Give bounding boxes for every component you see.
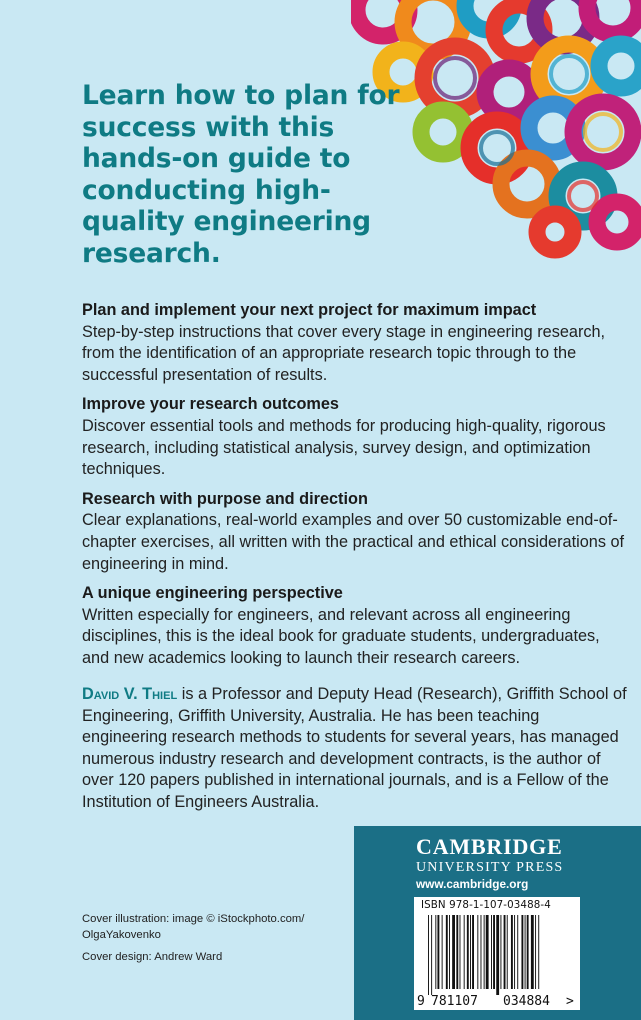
barcode-bar (521, 915, 523, 989)
author-bio (82, 684, 627, 814)
illustration-credit: Cover illustration: image © iStockphoto.com/ OlgaYakovenko (82, 913, 305, 941)
feature-text: Clear explanations, real-world examples and over 50 customizable end-of-chapter exercises, all written with the practical and ethical considerations of engineering in mind. (82, 511, 625, 573)
barcode-bar (452, 915, 455, 989)
publisher-url: www.cambridge.org (416, 877, 529, 891)
barcode-bar (437, 915, 439, 989)
barcode-bar (514, 915, 515, 989)
author-name: David V. Thiel (82, 685, 178, 703)
barcode-bar (500, 915, 501, 989)
barcode-bar (431, 915, 432, 995)
barcode-bar (486, 915, 489, 989)
isbn-label: ISBN 978-1-107-03488-4 (421, 899, 551, 911)
feature-heading: Plan and implement your next project for maximum impact (82, 301, 537, 319)
barcode-bar (496, 915, 499, 995)
barcode-bar (507, 915, 508, 989)
barcode-bar (472, 915, 474, 989)
barcode-bar (527, 915, 529, 989)
author-bio-text: is a Professor and Deputy Head (Research), Griffith School of Engineering, Griffith University, Australia. He has been teaching engineering research methods to students for several years, has managed numerous industry research and development contracts, is the author of over 120 papers published in international journals, and is a Fellow of the Institution of Engineers Australia. (82, 685, 627, 811)
feature-text: Discover essential tools and methods for producing high-quality, rigorous research, including statistical analysis, survey design, and optimization techniques. (82, 416, 606, 479)
publisher-panel (354, 826, 641, 1020)
barcode-bar (467, 915, 469, 989)
feature-text: Written especially for engineers, and relevant across all engineering disciplines, this is the ideal book for graduate students, undergraduates, and new academics looking to launch their research careers. (82, 605, 600, 667)
feature-item (82, 489, 627, 575)
barcode-bar (538, 915, 539, 989)
isbn-digits-left: 781107 (431, 994, 478, 1009)
isbn-marker: > (566, 994, 574, 1009)
barcode-bar (477, 915, 478, 989)
barcode-bar (511, 915, 513, 989)
barcode-bar (449, 915, 450, 989)
barcode-bar (484, 915, 485, 989)
barcode-bar (435, 915, 436, 989)
isbn-digit-lead: 9 (417, 994, 425, 1009)
barcode-bar (531, 915, 534, 989)
barcode-bar (460, 915, 461, 989)
barcode-bar (464, 915, 465, 989)
feature-heading: Improve your research outcomes (82, 395, 339, 414)
feature-item (82, 583, 627, 669)
publisher-name: CAMBRIDGE (416, 834, 563, 859)
tagline: Learn how to plan for success with this hands-on guide to conducting high-quality engineering research. (82, 80, 400, 269)
feature-item (82, 394, 627, 480)
barcode-bar (442, 915, 443, 989)
barcode-bar (446, 915, 448, 989)
barcode-bar (470, 915, 471, 989)
barcode-bar (517, 915, 518, 989)
cover-credits (82, 911, 362, 971)
barcode-bar (456, 915, 458, 989)
feature-text: Step-by-step instructions that cover every stage in engineering research, from the identification of an appropriate research topic through to the successful presentation of results. (82, 322, 606, 384)
barcode-bar (525, 915, 526, 989)
barcode-bar (504, 915, 506, 989)
feature-list (82, 300, 627, 678)
barcode-bar (428, 915, 429, 995)
barcode-bar (491, 915, 492, 989)
barcode-bar (535, 915, 536, 989)
isbn-barcode (414, 897, 580, 1010)
design-credit: Cover design: Andrew Ward (82, 951, 223, 963)
feature-item (82, 300, 627, 386)
feature-heading: A unique engineering perspective (82, 584, 343, 603)
barcode-bar (481, 915, 482, 989)
feature-heading: Research with purpose and direction (82, 489, 368, 508)
isbn-digits-right: 034884 (503, 994, 550, 1009)
barcode-bar (493, 915, 495, 989)
barcode-graphic (414, 897, 580, 1010)
publisher-press: UNIVERSITY PRESS (416, 860, 564, 875)
